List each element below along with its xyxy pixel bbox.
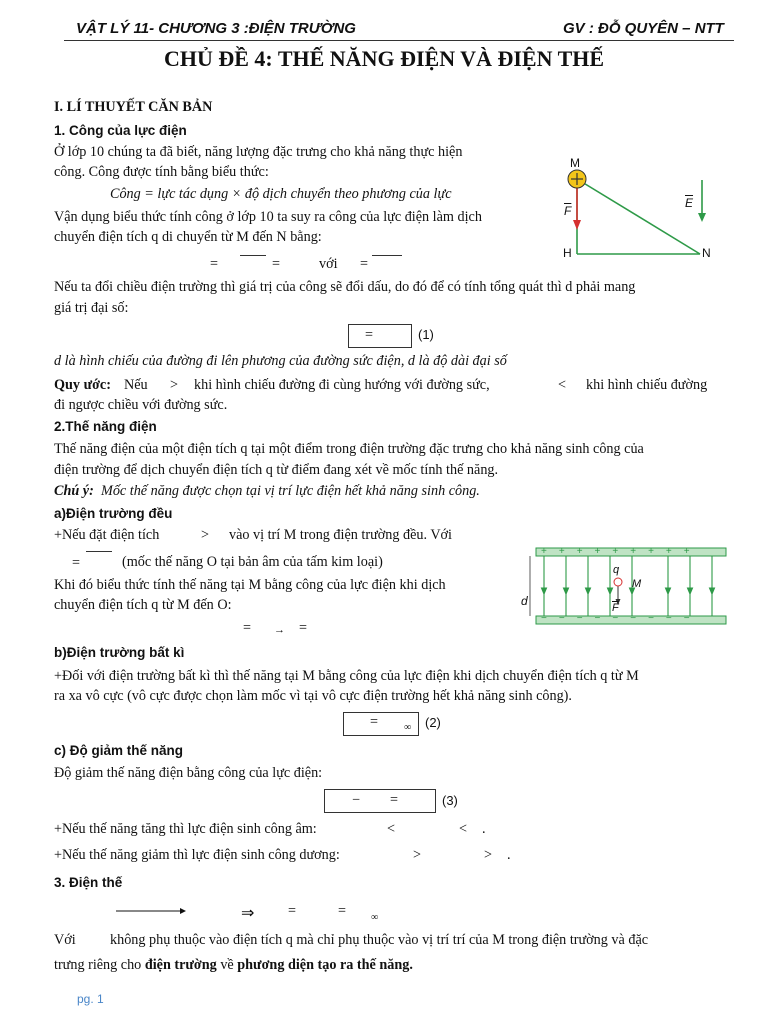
force-arrowhead	[573, 220, 581, 230]
implies-symbol: ⇒	[241, 905, 255, 922]
subsection-heading: b)Điện trường bất kì	[54, 645, 185, 660]
paragraph-line: Vận dụng biểu thức tính công ở lớp 10 ta suy ra công của lực điện làm dịch	[54, 209, 482, 225]
paragraph-text: +Nếu thế năng tăng thì lực điện sinh công âm:	[54, 821, 317, 837]
field-arrowhead	[698, 213, 706, 222]
math-symbol: =	[72, 555, 81, 571]
paragraph-line: công. Công được tính bằng biểu thức:	[54, 164, 269, 180]
math-symbol: >	[413, 847, 422, 863]
equation-symbol: =	[210, 256, 219, 272]
paragraph-line: chuyển điện tích q di chuyển từ M đến N bằng:	[54, 229, 322, 245]
plus-signs: +++++++++	[541, 546, 702, 557]
equation-box	[324, 789, 436, 813]
vector-arrow: →	[274, 624, 285, 636]
equation-symbol: =	[365, 327, 374, 343]
paragraph-line: Thế năng điện của một điện tích q tại một điểm trong điện trường đặc trưng cho khả năng sinh công của	[54, 441, 644, 457]
paragraph-text: Nếu	[124, 377, 148, 393]
infinity-symbol: ∞	[371, 912, 379, 923]
label-distance: d	[521, 594, 528, 608]
paragraph-line: giá trị đại số:	[54, 300, 129, 316]
label-field: $\overline{E}$	[685, 196, 694, 210]
math-symbol: <	[558, 377, 567, 393]
convention-label: Quy ước:	[54, 377, 111, 393]
label-m: M	[632, 578, 642, 590]
equation-symbol: =	[272, 256, 281, 272]
math-symbol: <	[459, 821, 468, 837]
minus-signs: −−−−−−−−−	[541, 613, 702, 624]
paragraph-line: +Đối với điện trường bất kì thì thế năng tại M bằng công của lực điện khi dịch chuyển điện tích q từ M	[54, 668, 639, 684]
page-title: CHỦ ĐỀ 4: THẾ NĂNG ĐIỆN VÀ ĐIỆN THẾ	[163, 46, 605, 71]
paragraph-text: vào vị trí M trong điện trường đều. Với	[229, 527, 453, 543]
paragraph-line: đi ngược chiều với đường sức.	[54, 397, 228, 413]
math-symbol: >	[201, 527, 210, 543]
math-symbol: >	[484, 847, 493, 863]
equation-number: (3)	[442, 793, 458, 808]
punctuation: .	[482, 821, 486, 837]
paragraph-text: Với	[54, 932, 76, 948]
paragraph-line: chuyển điện tích q từ M đến O:	[54, 597, 232, 613]
math-symbol: <	[387, 821, 396, 837]
label-m: M	[570, 156, 580, 170]
paragraph-line: Nếu ta đổi chiều điện trường thì giá trị của công sẽ đổi dấu, do đó để có tính tổng quát thì d phải mang	[54, 279, 636, 295]
math-symbol: =	[370, 714, 379, 730]
equation-number: (2)	[425, 715, 441, 730]
note-text: d là hình chiếu của đường đi lên phương của đường sức điện, d là độ dài đại số	[54, 353, 507, 369]
paragraph-text: khi hình chiếu đường	[586, 377, 708, 393]
header-rule	[64, 40, 734, 41]
long-arrow	[116, 904, 186, 922]
subsection-heading: a)Điện trường đều	[54, 506, 173, 521]
paragraph-text: +Nếu đặt điện tích	[54, 527, 160, 543]
paragraph-line: Ở lớp 10 chúng ta đã biết, năng lượng đặc trưng cho khả năng thực hiện	[54, 144, 463, 160]
punctuation: .	[507, 847, 511, 863]
label-force: $\overline{F}$	[612, 602, 619, 614]
equation-number: (1)	[418, 327, 434, 342]
subsection-heading: 1. Công của lực điện	[54, 123, 187, 138]
subsection-heading: 3. Điện thế	[54, 875, 123, 890]
label-n: N	[702, 246, 711, 260]
subsection-heading: c) Độ giảm thế năng	[54, 743, 184, 758]
label-q: q	[613, 564, 620, 576]
page-number: pg. 1	[77, 992, 104, 1006]
paragraph-line: ra xa vô cực (vô cực được chọn làm mốc vì tại vô cực điện trường hết khả năng sinh công).	[54, 688, 572, 704]
equation-bar	[86, 551, 112, 552]
label-h: H	[563, 246, 572, 260]
section-heading: I. LÍ THUYẾT CĂN BẢN	[54, 99, 213, 115]
paragraph-text: +Nếu thế năng giảm thì lực điện sinh công dương:	[54, 847, 340, 863]
infinity-symbol: ∞	[404, 722, 412, 733]
charge-circle	[614, 578, 622, 586]
paragraph-line: Khi đó biểu thức tính thế năng tại M bằng công của lực điện khi dịch	[54, 577, 446, 593]
subsection-heading: 2.Thế năng điện	[54, 419, 157, 434]
segment-mn	[577, 179, 700, 254]
equation-bar	[240, 255, 266, 256]
equation-bar	[372, 255, 402, 256]
math-symbol: −	[352, 792, 361, 808]
formula-text: Công = lực tác dụng × độ dịch chuyển theo phương của lực	[110, 186, 452, 202]
header-left: VẬT LÝ 11- CHƯƠNG 3 :ĐIỆN TRƯỜNG	[76, 20, 356, 37]
math-symbol: =	[299, 620, 308, 636]
paragraph-line: Độ giảm thế năng điện bằng công của lực điện:	[54, 765, 323, 781]
paragraph-text: (mốc thế năng O tại bản âm của tấm kim loại)	[122, 554, 383, 570]
math-symbol: =	[390, 792, 399, 808]
paragraph-line: trưng riêng cho điện trường về phương diện tạo ra thế năng.	[54, 957, 413, 973]
equation-symbol: =	[360, 256, 369, 272]
header-right: GV : ĐỖ QUYÊN – NTT	[563, 20, 724, 37]
paragraph-line: điện trường để dịch chuyển điện tích q từ điểm đang xét về mốc tính thế năng.	[54, 462, 499, 478]
paragraph-text: khi hình chiếu đường đi cùng hướng với đường sức,	[194, 377, 490, 393]
note-text: Mốc thế năng được chọn tại vị trí lực điện hết khả năng sinh công.	[101, 483, 480, 499]
math-symbol: >	[170, 377, 179, 393]
math-symbol: =	[338, 903, 347, 919]
paragraph-text: không phụ thuộc vào điện tích q mà chỉ phụ thuộc vào vị trí trí của M trong điện trường và đặc	[110, 932, 649, 948]
math-symbol: =	[243, 620, 252, 636]
equation-box	[348, 324, 412, 348]
note-label: Chú ý:	[54, 483, 94, 499]
math-symbol: =	[288, 903, 297, 919]
equation-word: với	[319, 256, 338, 272]
label-force: $\overline{F}$	[564, 204, 572, 218]
